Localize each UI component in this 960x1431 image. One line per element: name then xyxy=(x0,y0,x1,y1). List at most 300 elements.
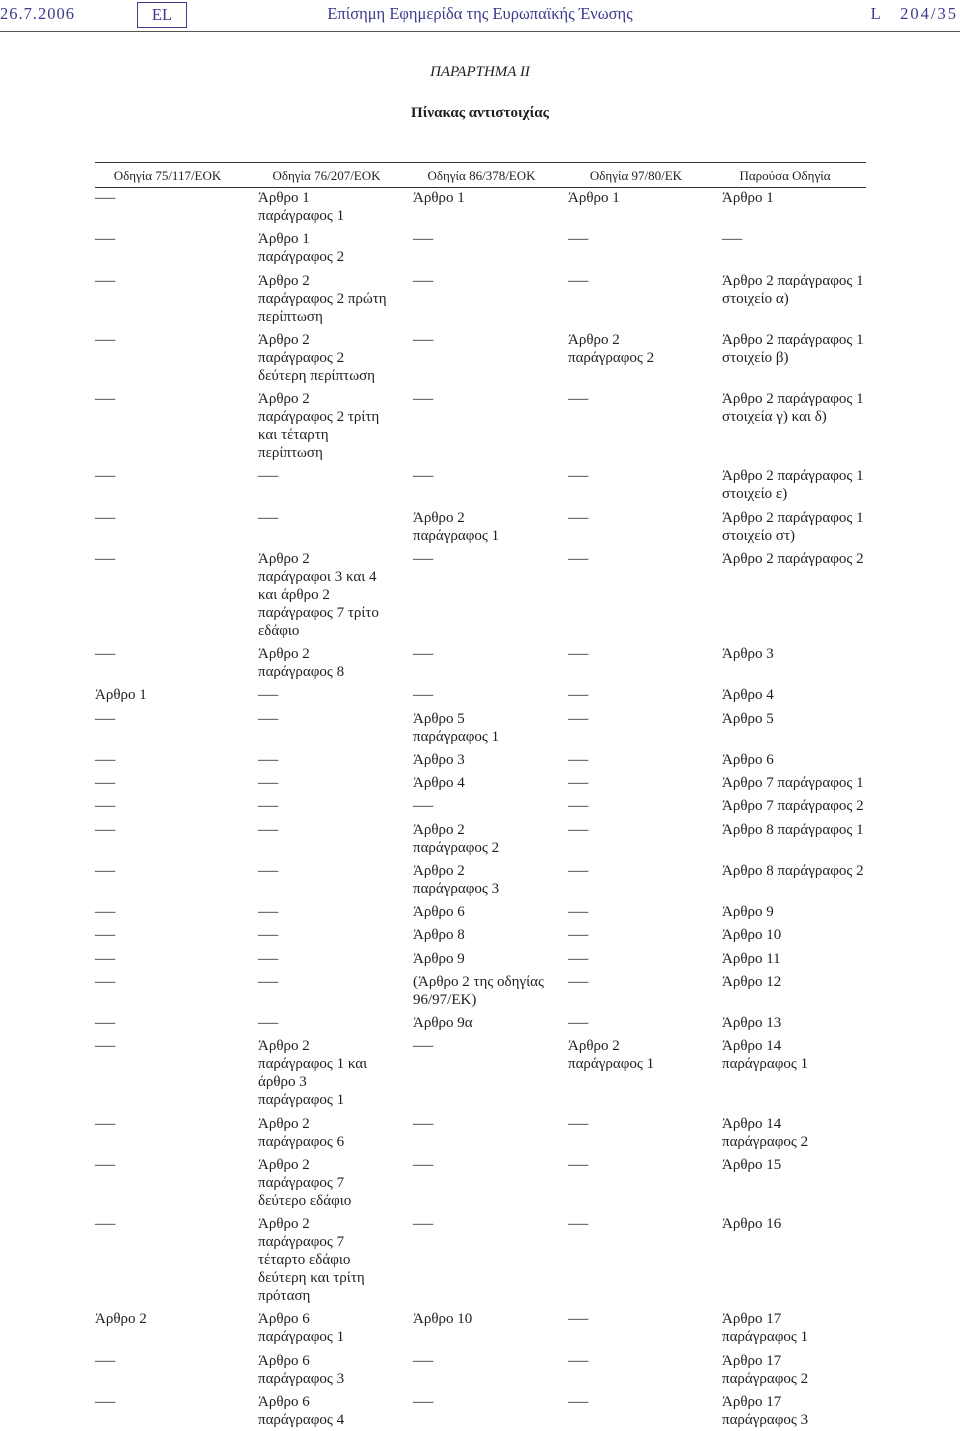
table-cell xyxy=(413,862,568,898)
cell-text: Άρθρο 9α xyxy=(413,1015,473,1031)
table-cell xyxy=(568,1215,722,1305)
empty-dash: — xyxy=(568,904,589,920)
cell-text: Άρθρο 8 xyxy=(413,927,465,944)
empty-dash: — xyxy=(568,950,589,967)
cell-text: Άρθρο 2 παράγραφος 2 δεύτερη περίπτωση xyxy=(258,331,375,384)
table-cell xyxy=(722,189,866,225)
table-cell xyxy=(722,550,866,640)
table-row xyxy=(95,751,866,774)
cell-text: Άρθρο 12 xyxy=(722,973,782,990)
column-header: Οδηγία 97/80/ΕΚ xyxy=(589,168,683,183)
empty-dash: — xyxy=(258,904,279,920)
table-cell xyxy=(413,973,568,1009)
empty-dash: — xyxy=(95,1156,116,1173)
table-cell xyxy=(722,1215,866,1305)
empty-dash: — xyxy=(568,468,589,485)
table-row xyxy=(95,550,866,645)
page-reference: L 204/35 xyxy=(870,4,958,23)
table-cell xyxy=(413,926,568,944)
table-cell xyxy=(722,509,866,545)
table-cell xyxy=(568,550,722,640)
table-cell xyxy=(413,509,568,545)
empty-dash: — xyxy=(568,687,589,704)
table-cell xyxy=(413,550,568,640)
table-cell xyxy=(413,1215,568,1305)
table-cell xyxy=(95,467,258,503)
table-cell xyxy=(413,1156,568,1210)
empty-dash: — xyxy=(568,272,589,289)
cell-text: Άρθρο 2 παράγραφος 1 στοιχείο ε) xyxy=(722,468,864,503)
table-cell xyxy=(722,1037,866,1109)
table-row xyxy=(95,272,866,331)
empty-dash: — xyxy=(95,710,116,727)
table-row xyxy=(95,903,866,926)
column-header: Οδηγία 86/378/ΕΟΚ xyxy=(427,168,536,183)
empty-dash: — xyxy=(95,468,116,485)
cell-text: Άρθρο 8 παράγραφος 2 xyxy=(722,862,864,879)
empty-dash: — xyxy=(413,468,434,485)
cell-text: Άρθρο 2 παράγραφος 2 τρίτη και τέταρτη περίπτωση xyxy=(258,391,380,461)
table-cell xyxy=(722,821,866,857)
table-cell xyxy=(95,1156,258,1210)
empty-dash: — xyxy=(95,775,116,791)
cell-text: Άρθρο 11 xyxy=(722,950,781,967)
table-cell xyxy=(568,903,722,921)
cell-text: Άρθρο 2 παράγραφος 1 στοιχεία γ) και δ) xyxy=(722,391,864,425)
table-cell xyxy=(568,1393,722,1429)
cell-text: Άρθρο 6 παράγραφος 3 xyxy=(258,1352,345,1387)
table-cell xyxy=(722,390,866,462)
empty-dash: — xyxy=(258,710,279,727)
cell-text: Άρθρο 5 παράγραφος 1 xyxy=(413,710,500,745)
empty-dash: — xyxy=(95,190,116,206)
table-cell xyxy=(722,903,866,921)
table-cell xyxy=(95,1352,258,1388)
cell-text: Άρθρο 2 παράγραφος 1 στοιχείο α) xyxy=(722,272,864,307)
table-cell xyxy=(722,686,866,704)
empty-dash: — xyxy=(95,950,116,967)
table-cell xyxy=(258,710,413,746)
table-cell xyxy=(95,926,258,944)
cell-text: Άρθρο 3 xyxy=(722,646,774,662)
cell-text: Άρθρο 10 xyxy=(413,1311,473,1328)
table-row xyxy=(95,1115,866,1156)
table-row xyxy=(95,1156,866,1215)
empty-dash: — xyxy=(95,509,116,526)
empty-dash: — xyxy=(413,331,434,348)
empty-dash: — xyxy=(95,1216,116,1232)
empty-dash: — xyxy=(95,1352,116,1369)
table-row xyxy=(95,821,866,862)
table-row xyxy=(95,390,866,467)
table-cell xyxy=(95,1215,258,1305)
table-cell xyxy=(722,1156,866,1210)
empty-dash: — xyxy=(95,391,116,407)
table-cell xyxy=(95,1014,258,1032)
table-cell xyxy=(258,230,413,266)
empty-dash: — xyxy=(258,775,279,791)
table-cell xyxy=(95,903,258,921)
table-row xyxy=(95,331,866,390)
table-cell xyxy=(258,751,413,769)
empty-dash: — xyxy=(413,1216,434,1232)
table-cell xyxy=(95,1037,258,1109)
empty-dash: — xyxy=(95,331,116,348)
table-cell xyxy=(722,774,866,792)
table-cell xyxy=(568,1156,722,1210)
table-cell xyxy=(258,1156,413,1210)
cell-text: Άρθρο 9 xyxy=(413,950,465,967)
table-cell xyxy=(568,509,722,545)
table-row xyxy=(95,230,866,271)
cell-text: Άρθρο 14 παράγραφος 1 xyxy=(722,1038,809,1073)
empty-dash: — xyxy=(413,798,434,815)
table-cell xyxy=(722,973,866,1009)
empty-dash: — xyxy=(722,231,743,248)
empty-dash: — xyxy=(95,1015,116,1031)
table-row xyxy=(95,645,866,686)
cell-text: Άρθρο 8 παράγραφος 1 xyxy=(722,821,864,838)
empty-dash: — xyxy=(413,391,434,407)
table-row xyxy=(95,1215,866,1310)
cell-text: Άρθρο 7 παράγραφος 1 xyxy=(722,775,864,791)
cell-text: Άρθρο 1 παράγραφος 2 xyxy=(258,231,345,266)
table-cell xyxy=(568,272,722,326)
table-cell xyxy=(258,926,413,944)
cell-text: Άρθρο 3 xyxy=(413,751,465,768)
empty-dash: — xyxy=(568,1352,589,1369)
empty-dash: — xyxy=(95,1115,116,1132)
column-header: Παρούσα Οδηγία xyxy=(739,168,831,183)
cell-text: Άρθρο 17 παράγραφος 3 xyxy=(722,1393,809,1428)
table-cell xyxy=(413,903,568,921)
table-cell xyxy=(95,390,258,462)
empty-dash: — xyxy=(258,687,279,704)
table-cell xyxy=(568,862,722,898)
annex-subtitle: Πίνακας αντιστοιχίας xyxy=(411,105,549,121)
table-cell xyxy=(722,272,866,326)
table-cell xyxy=(413,797,568,815)
table-row xyxy=(95,1014,866,1037)
cell-text: Άρθρο 15 xyxy=(722,1156,782,1173)
table-cell xyxy=(258,1014,413,1032)
table-cell xyxy=(413,467,568,503)
table-cell xyxy=(258,645,413,681)
table-row xyxy=(95,1352,866,1393)
empty-dash: — xyxy=(95,231,116,248)
empty-dash: — xyxy=(95,862,116,879)
table-cell xyxy=(95,331,258,385)
table-cell xyxy=(568,751,722,769)
empty-dash: — xyxy=(568,509,589,526)
cell-text: Άρθρο 1 xyxy=(568,190,620,206)
cell-text: Άρθρο 6 παράγραφος 4 xyxy=(258,1393,345,1428)
empty-dash: — xyxy=(413,687,434,704)
table-cell xyxy=(413,390,568,462)
cell-text: Άρθρο 6 xyxy=(722,751,774,768)
empty-dash: — xyxy=(568,973,589,990)
table-cell xyxy=(568,1352,722,1388)
table-cell xyxy=(258,550,413,640)
table-cell xyxy=(413,189,568,225)
table-cell xyxy=(568,797,722,815)
table-cell xyxy=(722,1014,866,1032)
table-cell xyxy=(95,272,258,326)
empty-dash: — xyxy=(95,1393,116,1410)
empty-dash: — xyxy=(568,1311,589,1328)
column-header: Οδηγία 76/207/ΕΟΚ xyxy=(272,168,381,183)
cell-text: Άρθρο 6 παράγραφος 1 xyxy=(258,1311,345,1346)
table-cell xyxy=(258,331,413,385)
table-cell xyxy=(568,467,722,503)
table-cell xyxy=(95,509,258,545)
cell-text: Άρθρο 2 παράγραφος 2 πρώτη περίπτωση xyxy=(258,272,387,325)
table-row xyxy=(95,189,866,230)
cell-text: Άρθρο 5 xyxy=(722,710,774,727)
table-cell xyxy=(568,331,722,385)
cell-text: Άρθρο 16 xyxy=(722,1216,782,1232)
table-cell xyxy=(413,1310,568,1346)
table-cell xyxy=(413,1115,568,1151)
empty-dash: — xyxy=(413,231,434,248)
cell-text: Άρθρο 4 xyxy=(413,775,465,791)
table-cell xyxy=(95,751,258,769)
column-header: Οδηγία 75/117/ΕΟΚ xyxy=(113,168,222,183)
table-header-row xyxy=(95,162,866,188)
cell-text: Άρθρο 10 xyxy=(722,927,782,944)
cell-text: Άρθρο 17 παράγραφος 1 xyxy=(722,1311,809,1346)
empty-dash: — xyxy=(568,550,589,567)
empty-dash: — xyxy=(568,1015,589,1031)
empty-dash: — xyxy=(95,646,116,662)
table-row xyxy=(95,797,866,820)
table-row xyxy=(95,1393,866,1429)
table-cell xyxy=(258,467,413,503)
table-cell xyxy=(95,862,258,898)
table-cell xyxy=(568,821,722,857)
table-row xyxy=(95,710,866,751)
table-cell xyxy=(413,686,568,704)
empty-dash: — xyxy=(258,798,279,815)
cell-text: Άρθρο 1 xyxy=(95,687,147,704)
table-cell xyxy=(258,797,413,815)
table-cell xyxy=(258,509,413,545)
empty-dash: — xyxy=(568,798,589,815)
empty-dash: — xyxy=(568,1115,589,1132)
table-row xyxy=(95,509,866,550)
table-cell xyxy=(722,950,866,968)
table-cell xyxy=(413,1014,568,1032)
cell-text: Άρθρο 2 παράγραφος 2 xyxy=(413,821,500,856)
table-cell xyxy=(722,1115,866,1151)
empty-dash: — xyxy=(95,1038,116,1055)
cell-text: Άρθρο 2 παράγραφος 7 δεύτερο εδάφιο xyxy=(258,1156,352,1209)
table-cell xyxy=(413,774,568,792)
table-cell xyxy=(568,774,722,792)
table-cell xyxy=(95,1310,258,1346)
table-cell xyxy=(722,710,866,746)
table-cell xyxy=(258,1115,413,1151)
empty-dash: — xyxy=(413,272,434,289)
table-cell xyxy=(258,821,413,857)
publication-date: 26.7.2006 xyxy=(0,4,75,23)
table-cell xyxy=(258,973,413,1009)
table-row xyxy=(95,973,866,1014)
header-divider xyxy=(0,31,960,32)
table-row xyxy=(95,686,866,709)
table-cell xyxy=(95,821,258,857)
correlation-table xyxy=(95,162,866,1429)
table-cell xyxy=(258,1310,413,1346)
table-cell xyxy=(258,1037,413,1109)
empty-dash: — xyxy=(413,1393,434,1410)
table-cell xyxy=(722,926,866,944)
cell-text: Άρθρο 4 xyxy=(722,687,774,704)
cell-text: (Άρθρο 2 της οδηγίας 96/97/ΕΚ) xyxy=(413,973,544,1008)
empty-dash: — xyxy=(258,973,279,990)
empty-dash: — xyxy=(568,710,589,727)
table-cell xyxy=(95,710,258,746)
table-cell xyxy=(258,272,413,326)
empty-dash: — xyxy=(568,646,589,662)
table-cell xyxy=(568,926,722,944)
cell-text: Άρθρο 1 xyxy=(722,190,774,206)
table-row xyxy=(95,774,866,797)
empty-dash: — xyxy=(95,973,116,990)
table-cell xyxy=(413,821,568,857)
table-cell xyxy=(722,1393,866,1429)
table-cell xyxy=(95,797,258,815)
journal-title: Επίσημη Εφημερίδα της Ευρωπαϊκής Ένωσης xyxy=(327,4,633,23)
table-cell xyxy=(413,272,568,326)
empty-dash: — xyxy=(413,1352,434,1369)
empty-dash: — xyxy=(95,550,116,567)
empty-dash: — xyxy=(95,751,116,768)
table-cell xyxy=(413,1393,568,1429)
cell-text: Άρθρο 6 xyxy=(413,904,465,920)
table-cell xyxy=(95,973,258,1009)
table-cell xyxy=(258,1393,413,1429)
cell-text: Άρθρο 2 παράγραφος 7 τέταρτο εδάφιο δεύτερη και τρίτη πρόταση xyxy=(258,1216,365,1304)
table-cell xyxy=(413,331,568,385)
table-cell xyxy=(258,950,413,968)
table-cell xyxy=(95,950,258,968)
cell-text: Άρθρο 7 παράγραφος 2 xyxy=(722,798,864,815)
empty-dash: — xyxy=(568,751,589,768)
empty-dash: — xyxy=(258,950,279,967)
empty-dash: — xyxy=(413,550,434,567)
table-cell xyxy=(95,230,258,266)
empty-dash: — xyxy=(413,646,434,662)
table-cell xyxy=(568,1037,722,1109)
empty-dash: — xyxy=(413,1156,434,1173)
table-cell xyxy=(95,645,258,681)
table-cell xyxy=(95,1393,258,1429)
table-cell xyxy=(722,230,866,266)
table-cell xyxy=(722,862,866,898)
cell-text: Άρθρο 2 παράγραφος 1 στοιχείο στ) xyxy=(722,509,864,544)
cell-text: Άρθρο 2 παράγραφοι 3 και 4 και άρθρο 2 παράγραφος 7 τρίτο εδάφιο xyxy=(258,550,379,639)
empty-dash: — xyxy=(95,927,116,944)
table-cell xyxy=(722,645,866,681)
empty-dash: — xyxy=(95,272,116,289)
table-cell xyxy=(568,230,722,266)
table-cell xyxy=(568,189,722,225)
table-cell xyxy=(568,686,722,704)
table-body xyxy=(95,188,866,1429)
table-cell xyxy=(258,686,413,704)
table-cell xyxy=(722,331,866,385)
empty-dash: — xyxy=(258,821,279,838)
cell-text: Άρθρο 14 παράγραφος 2 xyxy=(722,1115,809,1150)
table-cell xyxy=(568,390,722,462)
table-cell xyxy=(568,950,722,968)
empty-dash: — xyxy=(568,1393,589,1410)
table-cell xyxy=(722,467,866,503)
empty-dash: — xyxy=(568,862,589,879)
table-cell xyxy=(568,710,722,746)
table-cell xyxy=(95,774,258,792)
table-row xyxy=(95,1310,866,1351)
language-badge: EL xyxy=(137,2,187,28)
empty-dash: — xyxy=(95,798,116,815)
empty-dash: — xyxy=(95,904,116,920)
empty-dash: — xyxy=(258,862,279,879)
empty-dash: — xyxy=(413,1038,434,1055)
empty-dash: — xyxy=(568,231,589,248)
cell-text: Άρθρο 2 παράγραφος 3 xyxy=(413,862,500,897)
table-row xyxy=(95,926,866,949)
cell-text: Άρθρο 2 παράγραφος 1 και άρθρο 3 παράγραφος 1 xyxy=(258,1038,368,1109)
table-cell xyxy=(413,230,568,266)
table-cell xyxy=(258,862,413,898)
table-cell xyxy=(568,645,722,681)
table-cell xyxy=(568,973,722,1009)
empty-dash: — xyxy=(568,821,589,838)
table-cell xyxy=(568,1014,722,1032)
table-cell xyxy=(258,1215,413,1305)
table-row xyxy=(95,1037,866,1114)
table-cell xyxy=(722,1310,866,1346)
cell-text: Άρθρο 2 παράγραφος 2 xyxy=(722,550,864,567)
cell-text: Άρθρο 2 παράγραφος 8 xyxy=(258,646,345,680)
table-cell xyxy=(413,710,568,746)
cell-text: Άρθρο 2 xyxy=(95,1311,147,1328)
empty-dash: — xyxy=(568,1216,589,1232)
annex-title: ΠΑΡΑΡΤΗΜΑ II xyxy=(430,64,530,80)
table-row xyxy=(95,862,866,903)
table-cell xyxy=(258,903,413,921)
table-row xyxy=(95,950,866,973)
empty-dash: — xyxy=(568,775,589,791)
cell-text: Άρθρο 2 παράγραφος 1 xyxy=(568,1038,655,1073)
table-cell xyxy=(568,1115,722,1151)
table-cell xyxy=(95,1115,258,1151)
empty-dash: — xyxy=(95,821,116,838)
empty-dash: — xyxy=(258,751,279,768)
empty-dash: — xyxy=(568,1156,589,1173)
cell-text: Άρθρο 13 xyxy=(722,1015,782,1031)
table-cell xyxy=(258,774,413,792)
table-cell xyxy=(413,1037,568,1109)
empty-dash: — xyxy=(258,927,279,944)
table-cell xyxy=(258,390,413,462)
table-row xyxy=(95,467,866,508)
empty-dash: — xyxy=(258,509,279,526)
empty-dash: — xyxy=(258,468,279,485)
table-cell xyxy=(413,645,568,681)
table-cell xyxy=(413,751,568,769)
